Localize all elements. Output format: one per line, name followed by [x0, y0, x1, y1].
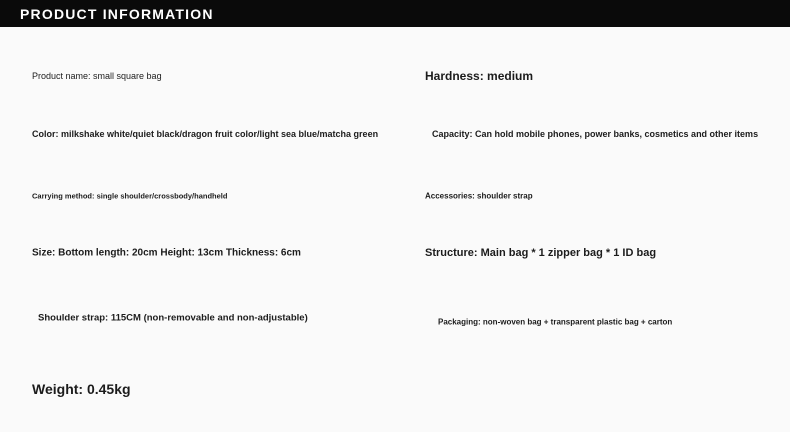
page-title: PRODUCT INFORMATION: [20, 5, 214, 22]
spec-size: Size: Bottom length: 20cm Height: 13cm Thickness: 6cm: [32, 247, 301, 259]
spec-weight: Weight: 0.45kg: [32, 381, 131, 397]
spec-color: Color: milkshake white/quiet black/dragon fruit color/light sea blue/matcha green: [32, 129, 379, 139]
header-bar: [0, 0, 790, 27]
spec-accessories: Accessories: shoulder strap: [425, 191, 533, 201]
spec-packaging: Packaging: non-woven bag + transparent plastic bag + carton: [438, 317, 673, 327]
spec-structure: Structure: Main bag * 1 zipper bag * 1 ID bag: [425, 247, 657, 259]
spec-hardness: Hardness: medium: [425, 69, 534, 83]
spec-product-name: Product name: small square bag: [32, 71, 162, 81]
spec-shoulder-strap: Shoulder strap: 115CM (non-removable and non-adjustable): [38, 312, 308, 324]
spec-carrying-method: Carrying method: single shoulder/crossbody/handheld: [32, 191, 228, 201]
spec-capacity: Capacity: Can hold mobile phones, power banks, cosmetics and other items: [432, 129, 759, 139]
